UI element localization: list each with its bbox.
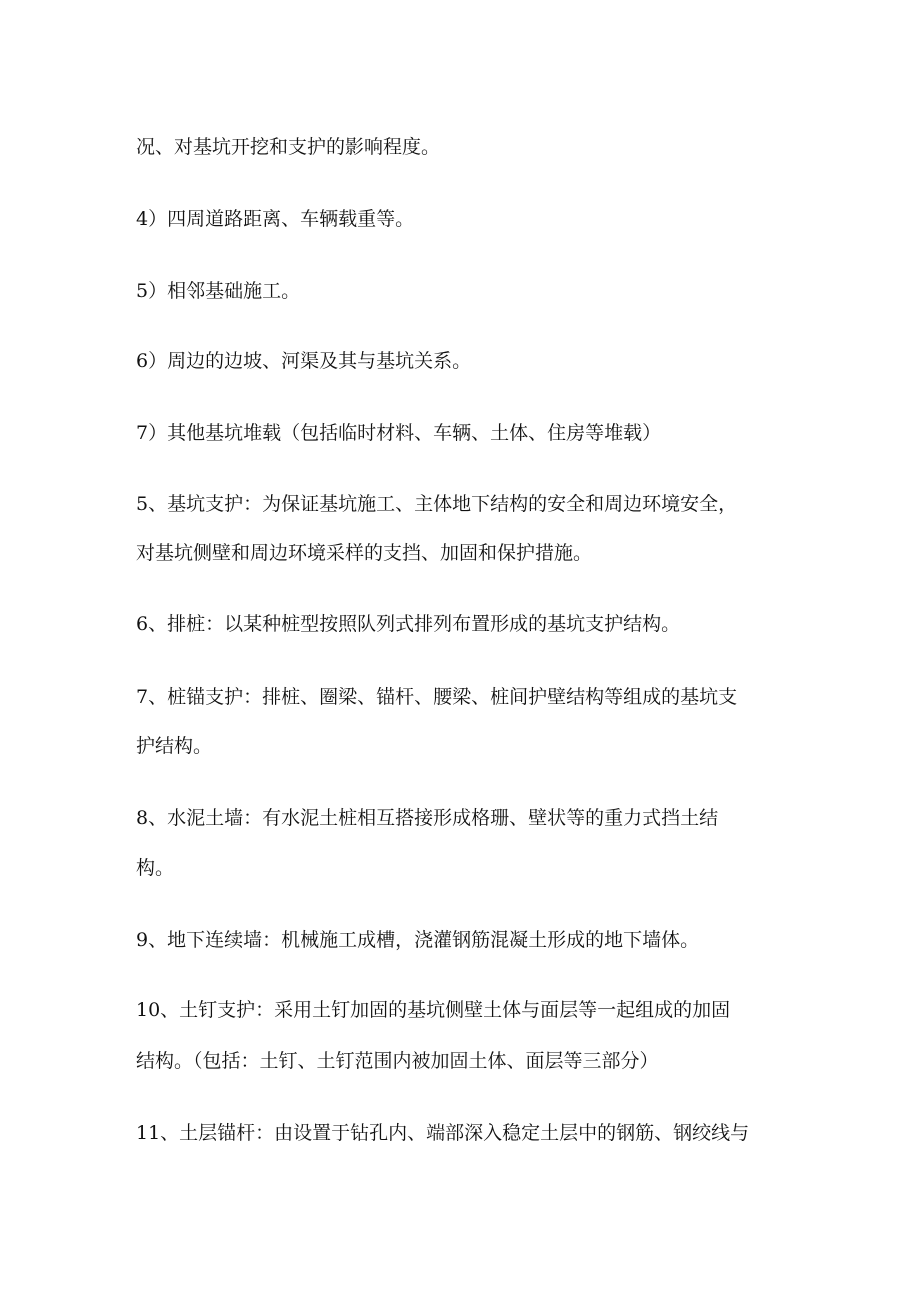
text-line-14: 10、土钉支护：采用土钉加固的基坑侧壁土体与面层等一起组成的加固 bbox=[136, 999, 731, 1021]
text-line-9: 7、桩锚支护：排桩、圈梁、锚杆、腰梁、桩间护壁结构等组成的基坑支 bbox=[136, 686, 738, 708]
text-line-5: 7）其他基坑堆载（包括临时材料、车辆、土体、住房等堆载） bbox=[136, 422, 662, 444]
text-line-12: 构。 bbox=[136, 857, 175, 879]
text-line-6: 5、基坑支护：为保证基坑施工、主体地下结构的安全和周边环境安全， bbox=[136, 493, 738, 515]
text-line-11: 8、水泥土墙：有水泥土桩相互搭接形成格珊、壁状等的重力式挡土结 bbox=[136, 807, 719, 829]
text-line-13: 9、地下连续墙：机械施工成槽，浇灌钢筋混凝土形成的地下墙体。 bbox=[136, 929, 700, 951]
text-line-2: 4）四周道路距离、车辆载重等。 bbox=[136, 208, 415, 230]
text-line-8: 6、排桩：以某种桩型按照队列式排列布置形成的基坑支护结构。 bbox=[136, 613, 681, 635]
text-line-16: 11、土层锚杆：由设置于钻孔内、端部深入稳定土层中的钢筋、钢绞线与 bbox=[136, 1122, 750, 1144]
text-line-3: 5）相邻基础施工。 bbox=[136, 280, 301, 302]
text-line-10: 护结构。 bbox=[136, 735, 213, 757]
text-line-4: 6）周边的边坡、河渠及其与基坑关系。 bbox=[136, 350, 472, 372]
text-line-1: 况、对基坑开挖和支护的影响程度。 bbox=[136, 136, 441, 158]
text-line-7: 对基坑侧壁和周边环境采样的支挡、加固和保护措施。 bbox=[136, 542, 593, 564]
text-line-15: 结构。（包括：土钉、土钉范围内被加固土体、面层等三部分） bbox=[136, 1050, 659, 1072]
